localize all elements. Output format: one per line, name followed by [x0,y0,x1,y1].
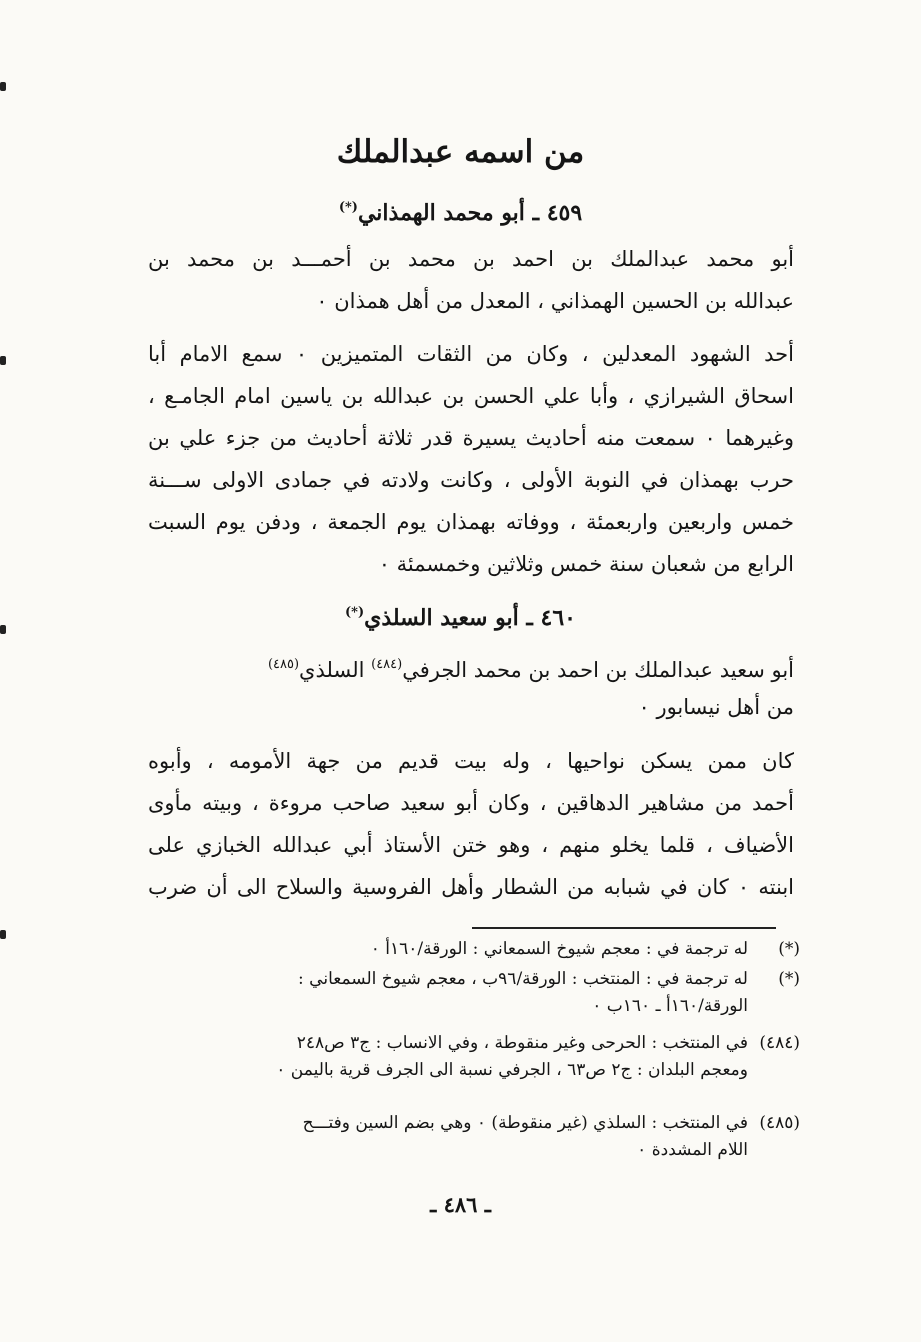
footnote-marker: (٤٨٥) [759,1113,800,1133]
paragraph [148,333,794,585]
footnote-text: له ترجمة في : المنتخب : الورقة/٩٦ب ، معجم شيوخ السمعاني : [298,969,748,989]
footnote-line: اللام المشددة ٠ [637,1140,748,1160]
footnote-marker: (٤٨٤) [759,1033,800,1053]
text-line: أحمد من مشاهير الدهاقين ، وكان أبو سعيد صاحب مروءة ، وبيته مأوى [148,791,794,815]
footnote-text: في المنتخب : السلذي (غير منقوطة) ٠ وهي بضم السين وفتـــح [302,1113,748,1133]
paragraph [148,740,794,908]
text-line: وغيرهما ٠ سمعت منه أحاديث يسيرة قدر ثلاثة أحاديث من جزء علي بن [148,426,794,450]
footnote-ref: (*) [338,200,358,215]
footnote-line [140,966,800,993]
intro-text: أبو سعيد عبدالملك بن احمد بن محمد الجرفي [402,658,794,682]
page-number: ـ ٤٨٦ ـ [430,1192,491,1217]
entry-heading-text: ٤٦٠ ـ أبو سعيد السلذي [364,605,576,631]
text-line: الرابع من شعبان سنة خمس وثلاثين وخمسمئة ٠ [378,552,794,576]
footnote-text: له ترجمة في : معجم شيوخ السمعاني : الورقة/١٦٠أ ٠ [370,939,748,959]
footnote [140,1030,800,1084]
text-line: ابنته ٠ كان في شبابه من الشطار وأهل الفروسية والسلاح الى أن ضرب [148,875,794,899]
footnote-line [140,1110,800,1137]
paragraph [148,644,794,728]
entry-heading-text: ٤٥٩ ـ أبو محمد الهمذاني [357,200,583,226]
footnote-line: ومعجم البلدان : ج٢ ص٦٣ ، الجرفي نسبة الى الجرف قرية باليمن ٠ [276,1060,748,1080]
footnote [140,1110,800,1164]
text-line: عبدالله بن الحسين الهمذاني ، المعدل من أهل همذان ٠ [316,289,794,313]
footnote-line [140,1030,800,1057]
text-line: الأضياف ، قلما يخلو منهم ، وهو ختن الأستاذ أبي عبدالله الخبازي على [148,833,794,857]
text-line: كان ممن يسكن نواحيها ، وله بيت قديم من جهة الأمومه ، وأبوه [148,749,794,773]
text-line: حرب بهمذان في النوبة الأولى ، وكانت ولادته في جمادى الاولى ســـنة [148,468,794,492]
margin-mark [0,356,6,365]
text-line: أحد الشهود المعدلين ، وكان من الثقات المتميزين ٠ سمع الامام أبا [148,342,794,366]
text-line: اسحاق الشيرازي ، وأبا علي الحسن بن عبدالله بن ياسين امام الجامـع ، [148,384,794,408]
footnote-marker: (*) [778,969,800,989]
footnote-ref-485: (٤٨٥) [267,657,300,672]
text-line: أبو محمد عبدالملك بن احمد بن محمد بن أحمـــد بن محمد بن [148,247,794,271]
entry-heading-459 [0,193,921,228]
footnote [140,936,800,963]
margin-mark [0,82,6,91]
footnote-line: الورقة/١٦٠أ ـ ١٦٠ب ٠ [592,996,748,1016]
text-line [148,644,794,686]
margin-mark [0,930,6,939]
footnote-marker: (*) [778,939,800,959]
footnote-text: في المنتخب : الحرحى وغير منقوطة ، وفي الانساب : ج٣ ص٢٤٨ [296,1033,748,1053]
section-title: من اسمه عبدالملك [336,134,585,170]
footnote-separator [472,927,776,929]
footnote-line [140,936,800,963]
text-line: خمس واربعين واربعمئة ، ووفاته بهمذان يوم الجمعة ، ودفن يوم السبت [148,510,794,534]
intro-text: السلذي [299,658,372,682]
paragraph [148,238,794,322]
footnote-ref: (*) [345,605,365,620]
entry-heading-460 [0,598,921,633]
footnote-ref-484: (٤٨٤) [371,657,403,672]
footnote [140,966,800,1020]
text-line: من أهل نيسابور ٠ [638,695,794,719]
